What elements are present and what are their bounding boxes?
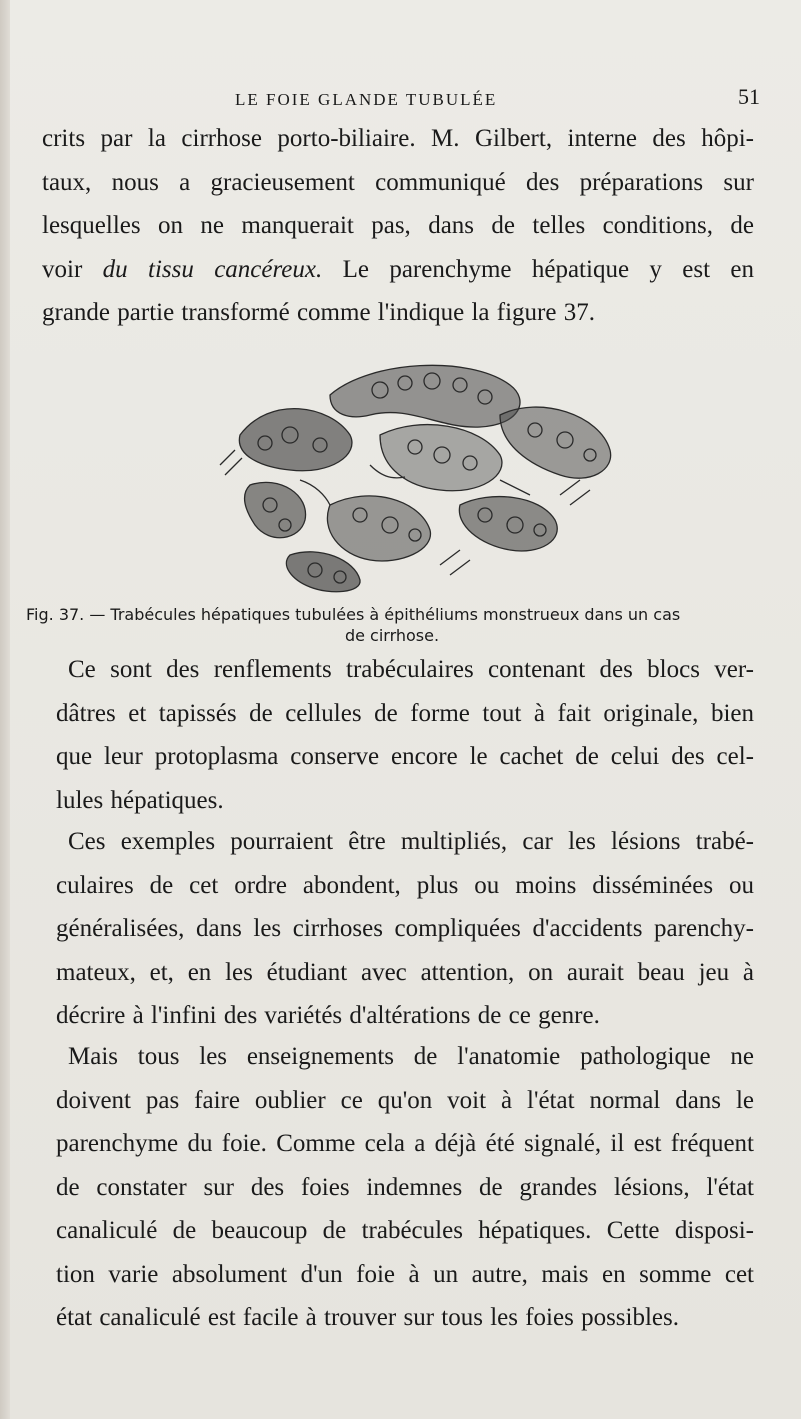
text-line: généralisées, dans les cirrhoses compliquées d'accidents parenchy- bbox=[56, 915, 754, 942]
text-line: grande partie transformé comme l'indique la figure 37. bbox=[42, 299, 595, 326]
paragraph-4 bbox=[56, 1035, 754, 1340]
text-line: décrire à l'infini des variétés d'altérations de ce genre. bbox=[56, 1002, 600, 1029]
text-line: doivent pas faire oublier ce qu'on voit à l'état normal dans le bbox=[56, 1086, 754, 1114]
text-line: Ce sont des renflements trabéculaires contenant des blocs ver- bbox=[68, 656, 754, 683]
text-line-with-italic: voir du tissu cancéreux. Le parenchyme hépatique y est en bbox=[42, 255, 754, 283]
text-line: Ces exemples pourraient être multipliés, car les lésions trabé- bbox=[68, 828, 754, 855]
text-line: culaires de cet ordre abondent, plus ou moins disséminées ou bbox=[56, 871, 754, 899]
figure-37-illustration bbox=[180, 355, 630, 595]
figure-caption bbox=[22, 604, 762, 646]
paragraph-2 bbox=[56, 648, 754, 822]
text-line: dâtres et tapissés de cellules de forme tout à fait originale, bien bbox=[56, 699, 754, 727]
text-line: tion varie absolument d'un foie à un autre, mais en somme cet bbox=[56, 1260, 754, 1288]
text-line: crits par la cirrhose porto-biliaire. M. Gilbert, interne des hôpi- bbox=[42, 125, 754, 152]
text-line: mateux, et, en les étudiant avec attention, on aurait beau jeu à bbox=[56, 958, 754, 986]
text-line: canaliculé de beaucoup de trabécules hépatiques. Cette disposi- bbox=[56, 1217, 754, 1244]
page-number: 51 bbox=[738, 84, 760, 109]
paragraph-3 bbox=[56, 820, 754, 1038]
text-line: taux, nous a gracieusement communiqué des préparations sur bbox=[42, 168, 754, 196]
text-line: lesquelles on ne manquerait pas, dans de telles conditions, de bbox=[42, 212, 754, 239]
text-line: état canaliculé est facile à trouver sur tous les foies possibles. bbox=[56, 1304, 679, 1331]
italic-phrase: du tissu cancéreux. bbox=[102, 255, 323, 283]
text-line: que leur protoplasma conserve encore le cachet de celui des cel- bbox=[56, 743, 754, 770]
page-spine-edge bbox=[0, 0, 10, 1419]
running-title: LE FOIE GLANDE TUBULÉE bbox=[235, 90, 498, 109]
text-line: de constater sur des foies indemnes de grandes lésions, l'état bbox=[56, 1173, 754, 1201]
text-line: lules hépatiques. bbox=[56, 786, 224, 814]
paragraph-1 bbox=[42, 117, 754, 335]
text-line: parenchyme du foie. Comme cela a déjà été signalé, il est fréquent bbox=[56, 1130, 754, 1157]
caption-line-1: Fig. 37. — Trabécules hépatiques tubulées à épithéliums monstrueux dans un cas bbox=[26, 605, 681, 624]
caption-line-2: de cirrhose. bbox=[344, 626, 440, 645]
text-line: Mais tous les enseignements de l'anatomie pathologique ne bbox=[68, 1043, 754, 1070]
trabecula-drawing bbox=[220, 365, 611, 591]
